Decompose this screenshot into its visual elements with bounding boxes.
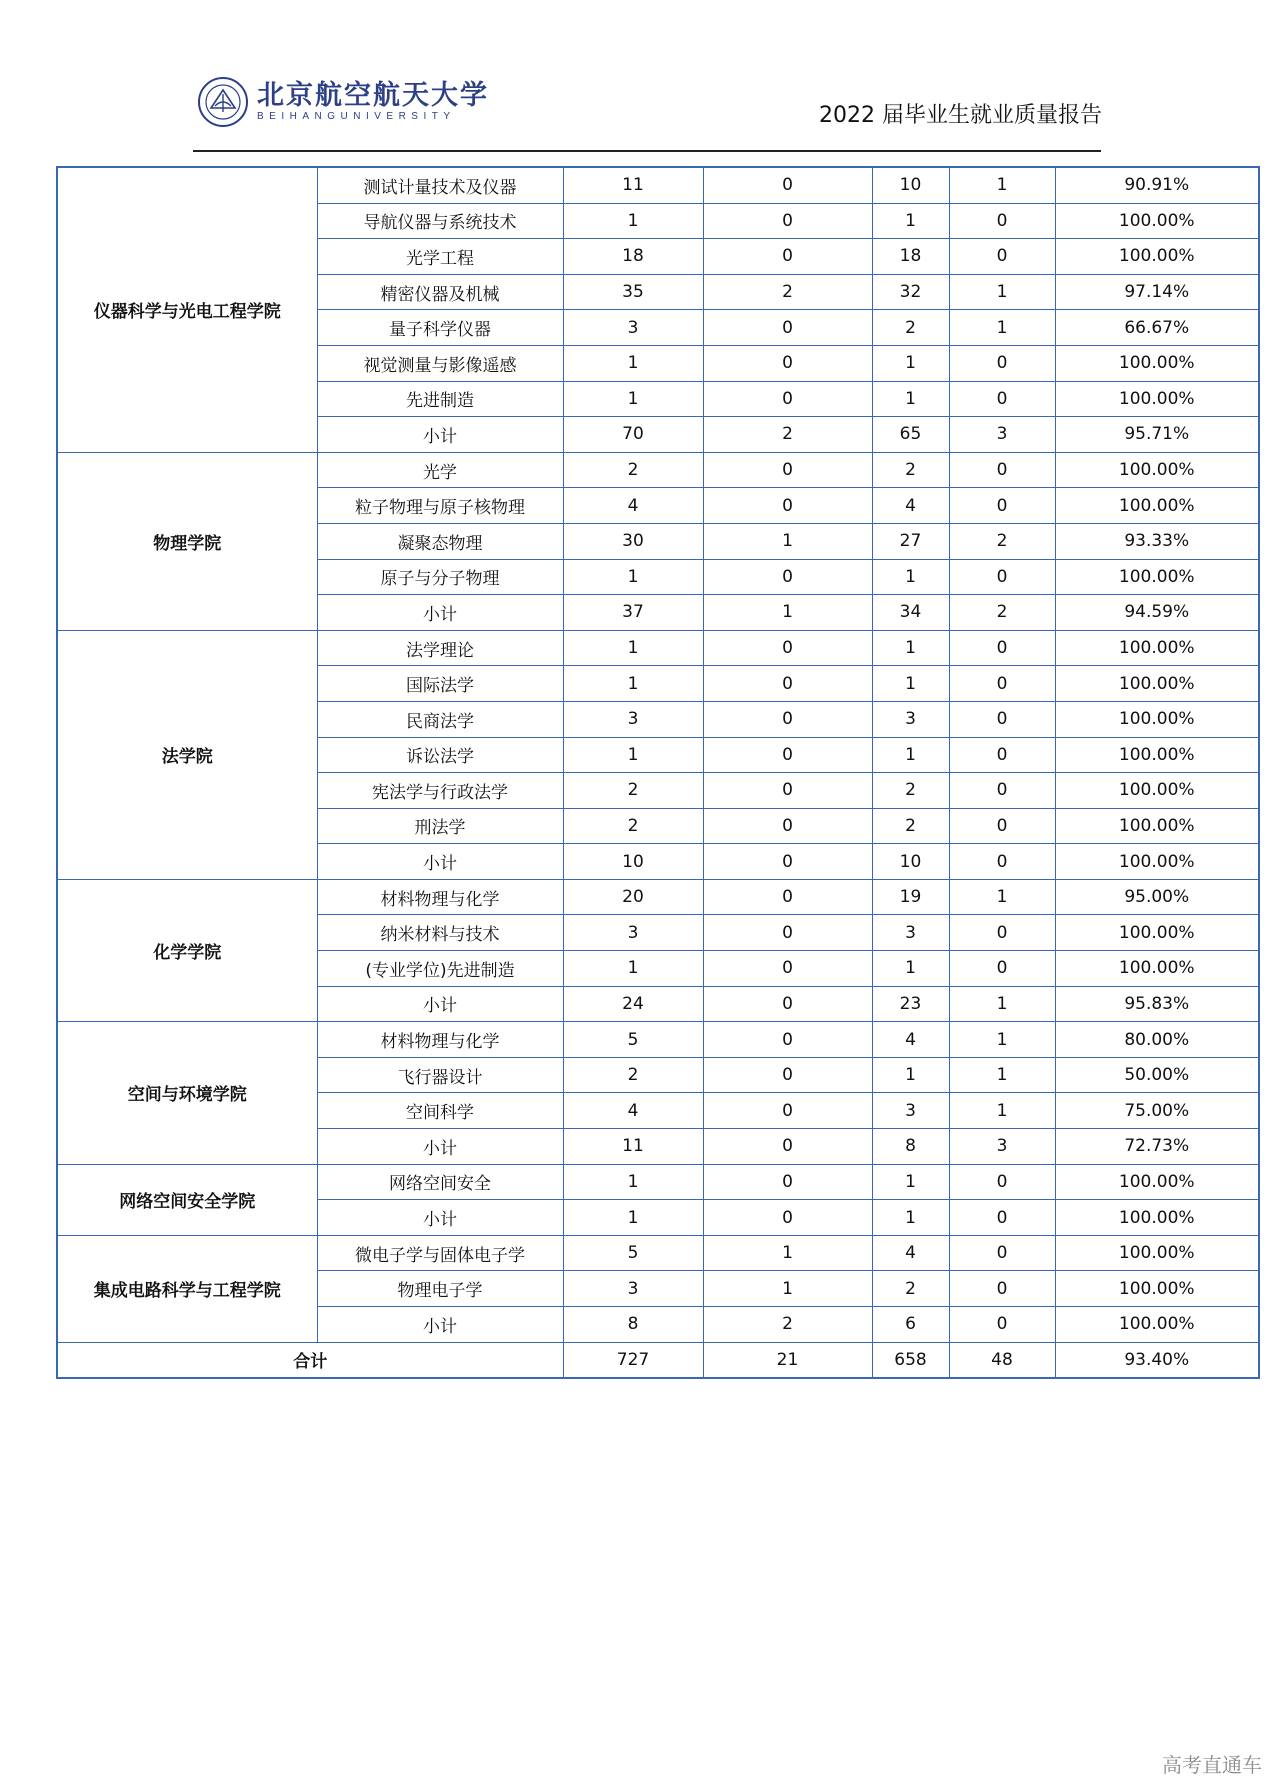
rate-cell: 100.00% bbox=[1055, 1200, 1259, 1236]
major-cell: 小计 bbox=[317, 417, 563, 453]
col2-cell: 2 bbox=[703, 274, 872, 310]
col3-cell: 1 bbox=[872, 630, 949, 666]
total-value-cell: 48 bbox=[949, 1342, 1055, 1378]
col4-cell: 1 bbox=[949, 1093, 1055, 1129]
col4-cell: 0 bbox=[949, 630, 1055, 666]
col4-cell: 1 bbox=[949, 1022, 1055, 1058]
college-cell: 网络空间安全学院 bbox=[57, 1164, 317, 1235]
col2-cell: 1 bbox=[703, 523, 872, 559]
col4-cell: 1 bbox=[949, 986, 1055, 1022]
col2-cell: 1 bbox=[703, 1235, 872, 1271]
graduates-cell: 1 bbox=[563, 630, 703, 666]
major-cell: 小计 bbox=[317, 844, 563, 880]
table-row bbox=[57, 1164, 1259, 1200]
graduates-cell: 37 bbox=[563, 595, 703, 631]
major-cell: 先进制造 bbox=[317, 381, 563, 417]
col4-cell: 2 bbox=[949, 595, 1055, 631]
table-row bbox=[57, 167, 1259, 203]
total-value-cell: 658 bbox=[872, 1342, 949, 1378]
graduates-cell: 1 bbox=[563, 559, 703, 595]
major-cell: 精密仪器及机械 bbox=[317, 274, 563, 310]
total-value-cell: 93.40% bbox=[1055, 1342, 1259, 1378]
rate-cell: 100.00% bbox=[1055, 381, 1259, 417]
rate-cell: 100.00% bbox=[1055, 452, 1259, 488]
col3-cell: 1 bbox=[872, 951, 949, 987]
rate-cell: 100.00% bbox=[1055, 915, 1259, 951]
total-label: 合计 bbox=[57, 1342, 563, 1378]
col3-cell: 65 bbox=[872, 417, 949, 453]
rate-cell: 100.00% bbox=[1055, 773, 1259, 809]
col4-cell: 0 bbox=[949, 701, 1055, 737]
col4-cell: 0 bbox=[949, 951, 1055, 987]
graduates-cell: 2 bbox=[563, 773, 703, 809]
total-row bbox=[57, 1342, 1259, 1378]
col3-cell: 2 bbox=[872, 310, 949, 346]
col2-cell: 0 bbox=[703, 773, 872, 809]
col3-cell: 2 bbox=[872, 808, 949, 844]
major-cell: 原子与分子物理 bbox=[317, 559, 563, 595]
major-cell: 测试计量技术及仪器 bbox=[317, 167, 563, 203]
graduates-cell: 5 bbox=[563, 1022, 703, 1058]
col3-cell: 1 bbox=[872, 345, 949, 381]
graduates-cell: 1 bbox=[563, 381, 703, 417]
graduates-cell: 11 bbox=[563, 167, 703, 203]
table-row bbox=[57, 630, 1259, 666]
table-row bbox=[57, 1235, 1259, 1271]
total-value-cell: 21 bbox=[703, 1342, 872, 1378]
col4-cell: 0 bbox=[949, 808, 1055, 844]
college-cell: 空间与环境学院 bbox=[57, 1022, 317, 1164]
watermark-text: 高考直通车 bbox=[1162, 1753, 1262, 1777]
rate-cell: 72.73% bbox=[1055, 1129, 1259, 1165]
col2-cell: 0 bbox=[703, 666, 872, 702]
graduates-cell: 2 bbox=[563, 808, 703, 844]
col2-cell: 0 bbox=[703, 879, 872, 915]
rate-cell: 95.00% bbox=[1055, 879, 1259, 915]
major-cell: 诉讼法学 bbox=[317, 737, 563, 773]
major-cell: 凝聚态物理 bbox=[317, 523, 563, 559]
rate-cell: 100.00% bbox=[1055, 701, 1259, 737]
col3-cell: 19 bbox=[872, 879, 949, 915]
col2-cell: 0 bbox=[703, 345, 872, 381]
graduates-cell: 24 bbox=[563, 986, 703, 1022]
graduates-cell: 18 bbox=[563, 239, 703, 275]
total-value-cell: 727 bbox=[563, 1342, 703, 1378]
graduates-cell: 11 bbox=[563, 1129, 703, 1165]
col4-cell: 0 bbox=[949, 1307, 1055, 1343]
graduates-cell: 1 bbox=[563, 203, 703, 239]
graduates-cell: 1 bbox=[563, 1164, 703, 1200]
graduates-cell: 30 bbox=[563, 523, 703, 559]
employment-table bbox=[56, 166, 1260, 1379]
col3-cell: 32 bbox=[872, 274, 949, 310]
major-cell: 光学工程 bbox=[317, 239, 563, 275]
college-cell: 法学院 bbox=[57, 630, 317, 879]
major-cell: 刑法学 bbox=[317, 808, 563, 844]
col4-cell: 0 bbox=[949, 1200, 1055, 1236]
major-cell: 飞行器设计 bbox=[317, 1057, 563, 1093]
col4-cell: 0 bbox=[949, 239, 1055, 275]
col2-cell: 0 bbox=[703, 737, 872, 773]
col3-cell: 1 bbox=[872, 1164, 949, 1200]
col3-cell: 8 bbox=[872, 1129, 949, 1165]
rate-cell: 100.00% bbox=[1055, 630, 1259, 666]
graduates-cell: 8 bbox=[563, 1307, 703, 1343]
col2-cell: 0 bbox=[703, 167, 872, 203]
major-cell: 网络空间安全 bbox=[317, 1164, 563, 1200]
col3-cell: 1 bbox=[872, 203, 949, 239]
col3-cell: 3 bbox=[872, 915, 949, 951]
rate-cell: 95.83% bbox=[1055, 986, 1259, 1022]
col3-cell: 4 bbox=[872, 488, 949, 524]
rate-cell: 80.00% bbox=[1055, 1022, 1259, 1058]
graduates-cell: 1 bbox=[563, 1200, 703, 1236]
major-cell: 宪法学与行政法学 bbox=[317, 773, 563, 809]
rate-cell: 100.00% bbox=[1055, 488, 1259, 524]
col2-cell: 2 bbox=[703, 417, 872, 453]
rate-cell: 93.33% bbox=[1055, 523, 1259, 559]
col3-cell: 4 bbox=[872, 1235, 949, 1271]
col4-cell: 0 bbox=[949, 1164, 1055, 1200]
col3-cell: 10 bbox=[872, 167, 949, 203]
rate-cell: 50.00% bbox=[1055, 1057, 1259, 1093]
col3-cell: 34 bbox=[872, 595, 949, 631]
col2-cell: 0 bbox=[703, 630, 872, 666]
col2-cell: 0 bbox=[703, 1129, 872, 1165]
col3-cell: 1 bbox=[872, 559, 949, 595]
rate-cell: 100.00% bbox=[1055, 239, 1259, 275]
university-logo bbox=[197, 76, 489, 128]
rate-cell: 100.00% bbox=[1055, 1164, 1259, 1200]
major-cell: 小计 bbox=[317, 595, 563, 631]
col4-cell: 1 bbox=[949, 167, 1055, 203]
col3-cell: 4 bbox=[872, 1022, 949, 1058]
rate-cell: 100.00% bbox=[1055, 737, 1259, 773]
col4-cell: 0 bbox=[949, 1271, 1055, 1307]
rate-cell: 95.71% bbox=[1055, 417, 1259, 453]
col2-cell: 0 bbox=[703, 701, 872, 737]
rate-cell: 94.59% bbox=[1055, 595, 1259, 631]
col2-cell: 0 bbox=[703, 239, 872, 275]
college-cell: 物理学院 bbox=[57, 452, 317, 630]
col4-cell: 0 bbox=[949, 666, 1055, 702]
rate-cell: 100.00% bbox=[1055, 1271, 1259, 1307]
col2-cell: 0 bbox=[703, 1093, 872, 1129]
rate-cell: 100.00% bbox=[1055, 345, 1259, 381]
major-cell: 粒子物理与原子核物理 bbox=[317, 488, 563, 524]
col2-cell: 0 bbox=[703, 1057, 872, 1093]
rate-cell: 100.00% bbox=[1055, 1235, 1259, 1271]
col2-cell: 0 bbox=[703, 915, 872, 951]
rate-cell: 100.00% bbox=[1055, 559, 1259, 595]
col4-cell: 0 bbox=[949, 488, 1055, 524]
college-cell: 化学学院 bbox=[57, 879, 317, 1021]
major-cell: 材料物理与化学 bbox=[317, 879, 563, 915]
col2-cell: 0 bbox=[703, 1200, 872, 1236]
rate-cell: 100.00% bbox=[1055, 1307, 1259, 1343]
col4-cell: 3 bbox=[949, 417, 1055, 453]
col4-cell: 1 bbox=[949, 274, 1055, 310]
col3-cell: 10 bbox=[872, 844, 949, 880]
graduates-cell: 5 bbox=[563, 1235, 703, 1271]
col2-cell: 2 bbox=[703, 1307, 872, 1343]
graduates-cell: 1 bbox=[563, 666, 703, 702]
col3-cell: 1 bbox=[872, 737, 949, 773]
col3-cell: 2 bbox=[872, 773, 949, 809]
table-body bbox=[57, 167, 1259, 1378]
col2-cell: 0 bbox=[703, 488, 872, 524]
col3-cell: 3 bbox=[872, 701, 949, 737]
col2-cell: 0 bbox=[703, 844, 872, 880]
col4-cell: 2 bbox=[949, 523, 1055, 559]
rate-cell: 97.14% bbox=[1055, 274, 1259, 310]
major-cell: 空间科学 bbox=[317, 1093, 563, 1129]
rate-cell: 100.00% bbox=[1055, 844, 1259, 880]
table-row bbox=[57, 1022, 1259, 1058]
graduates-cell: 4 bbox=[563, 488, 703, 524]
col3-cell: 2 bbox=[872, 1271, 949, 1307]
graduates-cell: 1 bbox=[563, 951, 703, 987]
rate-cell: 100.00% bbox=[1055, 808, 1259, 844]
col4-cell: 1 bbox=[949, 310, 1055, 346]
rate-cell: 66.67% bbox=[1055, 310, 1259, 346]
graduates-cell: 1 bbox=[563, 345, 703, 381]
table-row bbox=[57, 879, 1259, 915]
major-cell: 国际法学 bbox=[317, 666, 563, 702]
col4-cell: 0 bbox=[949, 345, 1055, 381]
col2-cell: 0 bbox=[703, 1164, 872, 1200]
col4-cell: 0 bbox=[949, 844, 1055, 880]
graduates-cell: 70 bbox=[563, 417, 703, 453]
graduates-cell: 2 bbox=[563, 1057, 703, 1093]
rate-cell: 100.00% bbox=[1055, 951, 1259, 987]
graduates-cell: 3 bbox=[563, 310, 703, 346]
rate-cell: 100.00% bbox=[1055, 203, 1259, 239]
report-title: 2022 届毕业生就业质量报告 bbox=[819, 103, 1102, 128]
rate-cell: 100.00% bbox=[1055, 666, 1259, 702]
col3-cell: 1 bbox=[872, 666, 949, 702]
col2-cell: 0 bbox=[703, 808, 872, 844]
major-cell: 纳米材料与技术 bbox=[317, 915, 563, 951]
major-cell: 小计 bbox=[317, 1307, 563, 1343]
col2-cell: 1 bbox=[703, 595, 872, 631]
col2-cell: 0 bbox=[703, 951, 872, 987]
major-cell: 物理电子学 bbox=[317, 1271, 563, 1307]
graduates-cell: 2 bbox=[563, 452, 703, 488]
col3-cell: 6 bbox=[872, 1307, 949, 1343]
col2-cell: 0 bbox=[703, 559, 872, 595]
col3-cell: 2 bbox=[872, 452, 949, 488]
graduates-cell: 3 bbox=[563, 1271, 703, 1307]
col4-cell: 0 bbox=[949, 559, 1055, 595]
major-cell: (专业学位)先进制造 bbox=[317, 951, 563, 987]
col4-cell: 0 bbox=[949, 773, 1055, 809]
col3-cell: 1 bbox=[872, 381, 949, 417]
col4-cell: 0 bbox=[949, 381, 1055, 417]
major-cell: 视觉测量与影像遥感 bbox=[317, 345, 563, 381]
university-seal-icon bbox=[197, 76, 249, 128]
graduates-cell: 20 bbox=[563, 879, 703, 915]
col2-cell: 0 bbox=[703, 986, 872, 1022]
col2-cell: 0 bbox=[703, 203, 872, 239]
graduates-cell: 1 bbox=[563, 737, 703, 773]
major-cell: 民商法学 bbox=[317, 701, 563, 737]
col3-cell: 3 bbox=[872, 1093, 949, 1129]
major-cell: 导航仪器与系统技术 bbox=[317, 203, 563, 239]
col2-cell: 1 bbox=[703, 1271, 872, 1307]
col4-cell: 3 bbox=[949, 1129, 1055, 1165]
col3-cell: 1 bbox=[872, 1200, 949, 1236]
graduates-cell: 4 bbox=[563, 1093, 703, 1129]
col4-cell: 1 bbox=[949, 1057, 1055, 1093]
major-cell: 材料物理与化学 bbox=[317, 1022, 563, 1058]
rate-cell: 90.91% bbox=[1055, 167, 1259, 203]
col2-cell: 0 bbox=[703, 381, 872, 417]
logo-english-name: BEIHANGUNIVERSITY bbox=[257, 111, 456, 122]
major-cell: 小计 bbox=[317, 1200, 563, 1236]
col4-cell: 0 bbox=[949, 915, 1055, 951]
col4-cell: 0 bbox=[949, 1235, 1055, 1271]
header-divider bbox=[193, 150, 1101, 152]
col4-cell: 0 bbox=[949, 737, 1055, 773]
col4-cell: 0 bbox=[949, 203, 1055, 239]
major-cell: 法学理论 bbox=[317, 630, 563, 666]
col3-cell: 18 bbox=[872, 239, 949, 275]
rate-cell: 75.00% bbox=[1055, 1093, 1259, 1129]
graduates-cell: 3 bbox=[563, 701, 703, 737]
col4-cell: 0 bbox=[949, 452, 1055, 488]
major-cell: 小计 bbox=[317, 986, 563, 1022]
graduates-cell: 35 bbox=[563, 274, 703, 310]
col3-cell: 1 bbox=[872, 1057, 949, 1093]
college-cell: 仪器科学与光电工程学院 bbox=[57, 167, 317, 452]
major-cell: 量子科学仪器 bbox=[317, 310, 563, 346]
graduates-cell: 10 bbox=[563, 844, 703, 880]
graduates-cell: 3 bbox=[563, 915, 703, 951]
table-row bbox=[57, 452, 1259, 488]
col2-cell: 0 bbox=[703, 310, 872, 346]
college-cell: 集成电路科学与工程学院 bbox=[57, 1235, 317, 1342]
major-cell: 小计 bbox=[317, 1129, 563, 1165]
col2-cell: 0 bbox=[703, 452, 872, 488]
col3-cell: 27 bbox=[872, 523, 949, 559]
col3-cell: 23 bbox=[872, 986, 949, 1022]
logo-chinese-name: 北京航空航天大学 bbox=[257, 80, 489, 111]
col2-cell: 0 bbox=[703, 1022, 872, 1058]
major-cell: 光学 bbox=[317, 452, 563, 488]
major-cell: 微电子学与固体电子学 bbox=[317, 1235, 563, 1271]
col4-cell: 1 bbox=[949, 879, 1055, 915]
